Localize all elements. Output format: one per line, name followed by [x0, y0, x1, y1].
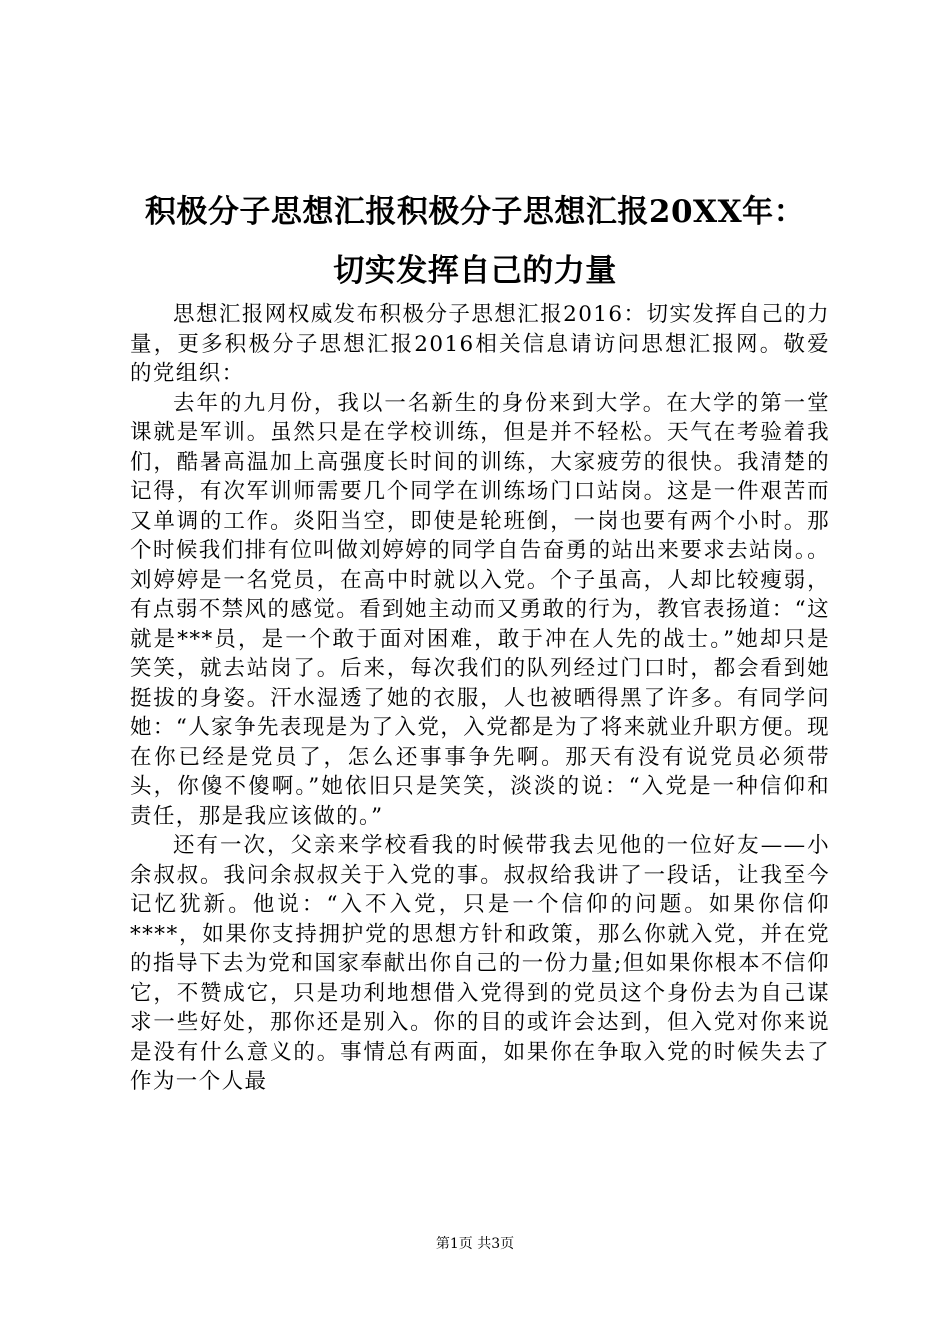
document-body [130, 300, 830, 1097]
page-number-footer: 第1页 共3页 [435, 1236, 515, 1252]
document-title-line-1: 积极分子思想汇报积极分子思想汇报20XX年： [144, 194, 806, 230]
paragraph-military-training: 去年的九月份，我以一名新生的身份来到大学。在大学的第一堂课就是军训。虽然只是在学校训练，但是并不轻松。天气在考验着我们，酷暑高温加上高强度长时间的训练，大家疲劳的很快。我清楚的记得，有次军训师需要几个同学在训练场门口站岗。这是一件艰苦而又单调的工作。炎阳当空，即使是轮班倒，一岗也要有两个小时。那个时候我们排有位叫做刘婷婷的同学自告奋勇的站出来要求去站岗。。刘婷婷是一名党员，在高中时就以入党。个子虽高，人却比较瘦弱，有点弱不禁风的感觉。看到她主动而又勇敢的行为，教官表扬道：“这就是***员，是一个敢于面对困难，敢于冲在人先的战士。”她却只是笑笑，就去站岗了。后来，每次我们的队列经过门口时，都会看到她挺拔的身姿。汗水湿透了她的衣服，人也被晒得黑了许多。有同学问她：“人家争先表现是为了入党，入党都是为了将来就业升职方便。现在你已经是党员了，怎么还事事争先啊。那天有没有说党员必须带头，你傻不傻啊。”她依旧只是笑笑，淡淡的说：“入党是一种信仰和责任，那是我应该做的。” [130, 390, 830, 829]
document-title-line-2: 切实发挥自己的力量 [333, 253, 617, 289]
paragraph-uncle-yu: 还有一次，父亲来学校看我的时候带我去见他的一位好友——小余叔叔。我问余叔叔关于入党的事。叔叔给我讲了一段话，让我至今记忆犹新。他说：“入不入党，只是一个信仰的问题。如果你信仰****，如果你支持拥护党的思想方针和政策，那么你就入党，并在党的指导下去为党和国家奉献出你自己的一份力量;但如果你根本不信仰它，不赞成它，只是功利地想借入党得到的党员这个身份去为自己谋求一些好处，那你还是别入。你的目的或许会达到，但入党对你来说是没有什么意义的。事情总有两面，如果你在争取入党的时候失去了作为一个人最 [130, 833, 830, 1094]
paragraph-intro: 思想汇报网权威发布积极分子思想汇报2016：切实发挥自己的力量，更多积极分子思想汇报2016相关信息请访问思想汇报网。敬爱的党组织： [130, 302, 830, 386]
